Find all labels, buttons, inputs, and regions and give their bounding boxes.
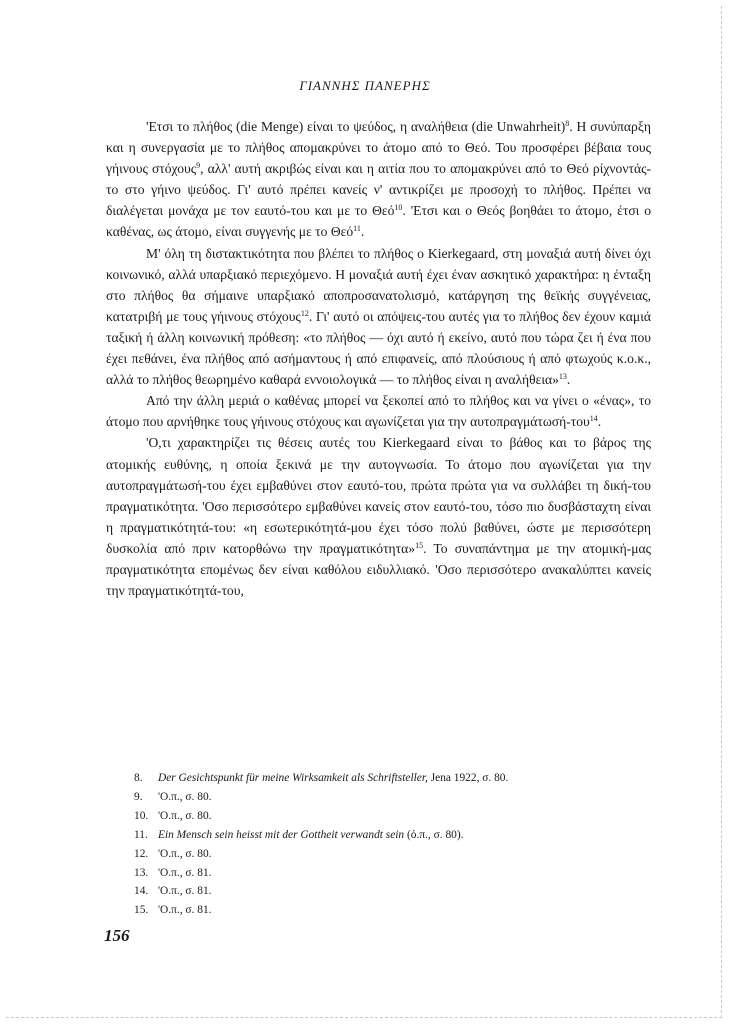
footnote [134, 901, 654, 920]
footnote-text: 'Ο.π., σ. 81. [158, 904, 212, 917]
footnote [134, 807, 654, 826]
footnote-ref: 11 [353, 224, 361, 234]
footnote-ref: 13 [558, 372, 567, 382]
text-run: . [566, 372, 571, 388]
footnote-number: 11. [134, 828, 148, 841]
footnote-number: 15. [134, 904, 149, 917]
paragraph [106, 432, 651, 601]
footnote [134, 788, 654, 807]
text-run: , αλλ' αυτή ακριβώς είναι και η αιτία που το απομακρύνει από το Θεό ρίχνοντάς-το στο γήινο ψεύδος. Γι' αυτό πρέπει κανείς ν' αντικρίζει με προσοχή το πλήθος. Πρέπει να διαλέγεται μονάχα με τον εαυτό-του και με το Θεό [106, 161, 651, 219]
footnote-text: (ό.π., σ. 80). [404, 828, 464, 841]
text-run: Από την άλλη μεριά ο καθένας μπορεί να ξεκοπεί από το πλήθος και να γίνει ο «ένας», το άτομο που αρνήθηκε τους γήινους στόχους και αγωνίζεται για την αυτοπραγμάτωσή-του [106, 393, 651, 430]
footnote-number: 10. [134, 809, 149, 822]
footnote-text: 'Ο.π., σ. 80. [158, 847, 212, 860]
running-header: ΓΙΑΝΝΗΣ ΠΑΝΕΡΗΣ [299, 78, 431, 93]
footnote-text: 'Ο.π., σ. 80. [158, 790, 212, 803]
text-run: . [360, 224, 365, 240]
paragraph [106, 390, 651, 432]
footnote-ref: 15 [415, 540, 424, 550]
text-run: . Γι' αυτό οι απόψεις-του αυτές για το πλήθος δεν έχουν καμιά ταξική ή άλλη κοινωνική πρόθεση: «το πλήθος — όχι αυτό ή εκείνο, αυτό που τώρα ζει ή ένα που έχει πεθάνει, ένα πλήθος από ασήμαντους ή από επιφανείς, από πλούσιους ή από φτωχούς κ.ο.κ., αλλά το πλήθος θεωρημένο καθαρά εννοιολογικά — το πλήθος είναι η αναλήθεια» [106, 308, 651, 388]
footnote-ref: 10 [394, 203, 403, 213]
page-number: 156 [104, 926, 130, 945]
footnote [134, 826, 654, 845]
footnote-number: 12. [134, 847, 149, 860]
footnote-number: 8. [134, 772, 143, 784]
footnote-text: 'Ο.π., σ. 80. [158, 809, 212, 822]
text-run: . Η συνύπαρξη και η συνεργασία με το πλήθος απομακρύνει το άτομο από το Θεό. Του προσφέρει βέβαια τους γήινους στόχους [106, 119, 651, 177]
text-run: . Το συναπάντημα με την ατομική-μας πραγματικότητα επομένως δεν είναι καθόλου ειδυλλιακό. 'Οσο περισσότερο ανακαλύπτει κανείς την πραγματικότητά-του, [106, 540, 651, 599]
footnote-number: 9. [134, 790, 143, 803]
footnote-ref: 9 [196, 161, 201, 171]
footnote [134, 864, 654, 883]
text-run: . 'Ετσι και ο Θεός βοηθάει το άτομο, έτσι ο καθένας, ως άτομο, είναι συγγενής με το Θεό [106, 203, 651, 240]
footnote-text: 'Ο.π., σ. 81. [158, 885, 212, 898]
footnote [134, 769, 654, 788]
footnote-title: Ein Mensch sein heisst mit der Gottheit verwandt sein [158, 828, 405, 841]
footnote-title: Der Gesichtspunkt für meine Wirksamkeit als Schriftsteller, [158, 772, 428, 784]
text-run: . [597, 414, 602, 430]
footnote-number: 13. [134, 866, 149, 879]
footnote-text: Jena 1922, σ. 80. [427, 772, 509, 784]
footnote-ref: 14 [589, 414, 598, 424]
text-run: 'Ετσι το πλήθος (die Menge) είναι το ψεύδος, η αναλήθεια (die Unwahrheit) [146, 119, 566, 134]
footnote [134, 882, 654, 901]
footnote [134, 845, 654, 864]
footnote-text: 'Ο.π., σ. 81. [158, 866, 212, 879]
text-run: 'Ο,τι χαρακτηρίζει τις θέσεις αυτές του Kierkegaard είναι το βάθος και το βάρος της ατομικής ευθύνης, η οποία ξεκινά με την αυτογνωσία. Το άτομο που αγωνίζεται για την αυτοπραγμάτωσή-του έχει εμβαθύνει στον εαυτό-του, πρώτα πρώτα για να συλλάβει τη δική-του πραγματικότητα. 'Οσο περισσότερο εμβαθύνει κανείς στον εαυτό-του, τόσο πιο δυσβάσταχτη είναι η πραγματικότητά-του: «η εσωτερικότητά-μου έχει τόσο πολύ βαθύνει, ώστε με περισσότερη δυσκολία από πριν κατορθώνω την πραγματικότητα» [106, 435, 651, 556]
paragraph [106, 243, 651, 391]
footnote-number: 14. [134, 885, 149, 898]
text-run: Μ' όλη τη διστακτικότητα που βλέπει το πλήθος ο Kierkegaard, στη μοναξιά αυτή δίνει όχι κοινωνικό, αλλά υπαρξιακό περιεχόμενο. Η μοναξιά αυτή έχει έναν ασκητικό χαρακτήρα: η ένταξη στο πλήθος θα σήμαινε υπαρξιακό αποπροσανατολισμό, κατάργηση της θεϊκής συγγένειας, κατατριβή με τους γήινους στόχους [106, 245, 651, 324]
footnote-ref: 12 [300, 308, 309, 318]
paragraph [106, 116, 651, 243]
footnote-ref: 8 [565, 119, 570, 128]
footnotes [134, 769, 654, 920]
body-text [106, 116, 651, 601]
